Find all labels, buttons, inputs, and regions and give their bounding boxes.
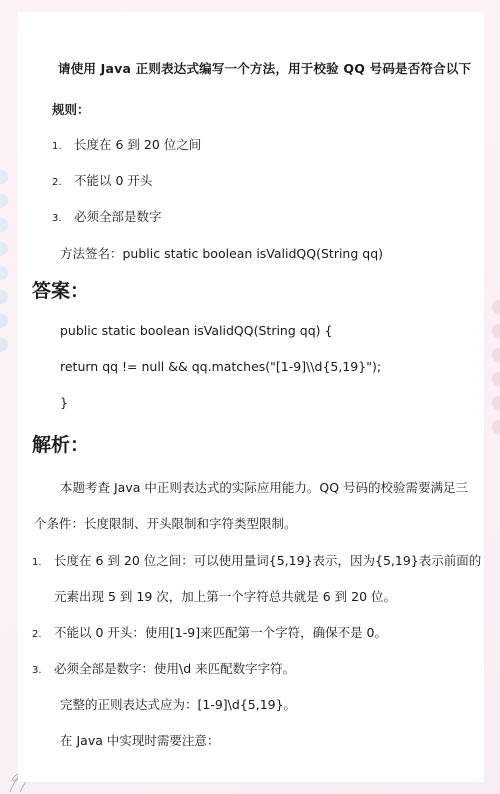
method-signature: 方法签名：public static boolean isValidQQ(String qq) — [60, 246, 384, 261]
code-line: return qq != null && qq.matches("[1-9]\\d{5,19}"); — [60, 359, 382, 374]
content-card — [18, 12, 484, 782]
decorative-dots-left — [0, 170, 8, 670]
code-line: public static boolean isValidQQ(String qq) { — [60, 323, 333, 338]
point-number: 2. — [32, 629, 42, 640]
analysis-point — [32, 623, 387, 641]
point-text: 必须全部是数字：使用\d 来匹配数字字符。 — [54, 661, 296, 676]
point-number: 3. — [32, 665, 42, 676]
rule-item — [52, 207, 162, 225]
code-line: } — [60, 395, 68, 410]
analysis-point — [32, 659, 295, 677]
rule-number: 1. — [52, 141, 62, 152]
decorative-dots-right — [492, 300, 500, 500]
rule-text: 必须全部是数字 — [74, 209, 162, 224]
point-text: 不能以 0 开头：使用[1-9]来匹配第一个字符，确保不是 0。 — [54, 625, 387, 640]
answer-heading: 答案： — [32, 280, 90, 302]
question-title: 请使用 Java 正则表达式编写一个方法，用于校验 QQ 号码是否符合以下 — [58, 61, 472, 76]
analysis-heading: 解析： — [32, 434, 90, 456]
point-text-continued: 元素出现 5 到 19 次，加上第一个字符总共就是 6 到 20 位。 — [54, 589, 397, 604]
full-regex: 完整的正则表达式应为：[1-9]\d{5,19}。 — [60, 697, 297, 712]
rule-text: 不能以 0 开头 — [74, 173, 153, 188]
question-title-continued: 规则： — [52, 102, 90, 117]
java-note: 在 Java 中实现时需要注意： — [60, 733, 220, 748]
rule-text: 长度在 6 到 20 位之间 — [74, 137, 202, 152]
analysis-intro: 本题考查 Java 中正则表达式的实际应用能力。QQ 号码的校验需要满足三 — [60, 480, 469, 495]
rule-number: 2. — [52, 177, 62, 188]
point-text: 长度在 6 到 20 位之间：可以使用量词{5,19}表示，因为{5,19}表示前面的 — [54, 553, 482, 568]
rule-item — [52, 171, 152, 189]
point-number: 1. — [32, 557, 42, 568]
rule-item — [52, 135, 201, 153]
rule-number: 3. — [52, 213, 62, 224]
analysis-intro-continued: 个条件：长度限制、开头限制和字符类型限制。 — [34, 516, 297, 531]
analysis-point — [32, 551, 481, 569]
